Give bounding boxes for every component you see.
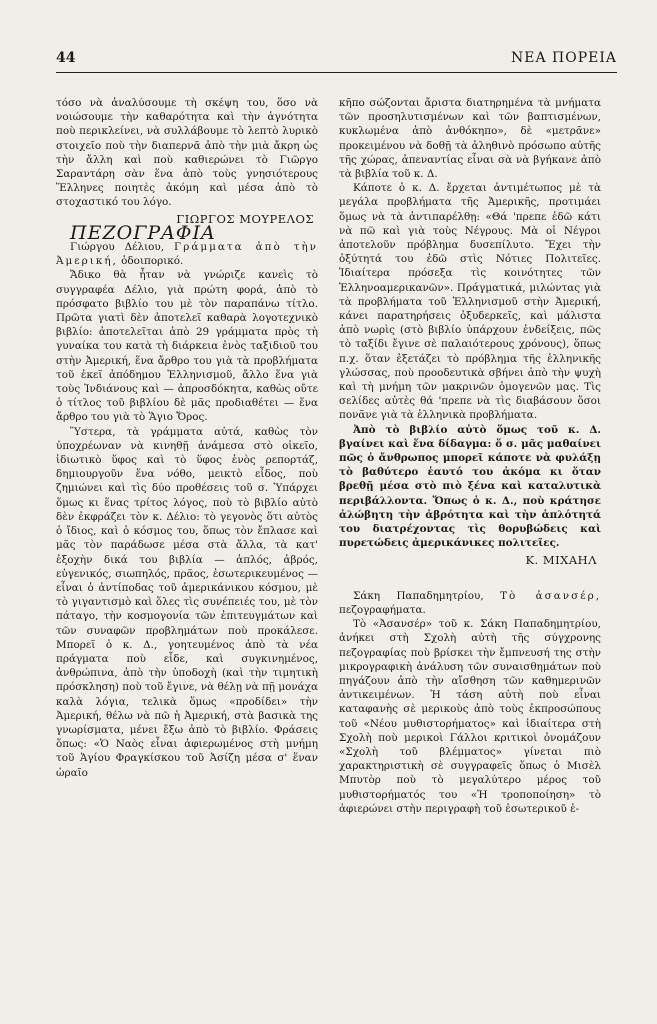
page-header — [48, 46, 617, 72]
header-rule — [56, 72, 617, 73]
review1-paragraph-2: Ὕστερα, τὰ γράμματα αὐτά, καθὼς τὸν ὑποχρέωναν νὰ κινηθῇ ἀνάμεσα στὸ οἰκεῖο, ἰδιωτικὸ ὕφος καὶ τὸ ὕφος ἑνὸς ρεπορτάζ, δημιουργοῦν ἕνα νόθο, μεικτὸ εἶδος, ποὺ ζημιώνει καὶ τὶς δύο προθέσεις τοῦ σ. Ὑπάρχει ὅμως κι ἕνας τρίτος λόγος, ποὺ τὸ βιβλίο αὐτὸ δὲν ἐκφράζει τὸν κ. Δέλιο: τὸ γεγονὸς ὅτι αὐτὸς ὁ ἴδιος, καὶ ὁ κόσμος του, ὅπως τὸν ἔπλασε καὶ μᾶς τὸν παράδωσε μέσα στὰ ἄλλα, τὰ κατ' ἐξοχὴν δικά του βιβλία — ἁπλός, ἁβρός, εὐγενικός, σιωπηλός, πρᾶος, ἐσωτερικευμένος — εἶναι ὁ ἀντίποδας τοῦ ἀμερικάνικου κόσμου, μὲ τὸ γιγαντισμὸ καὶ ὅλες τὶς συνέπειές του, μὲ τὸν πάταγο, τὴν κοσμογονία τῶν ἐπιτευγμάτων καὶ τῶν συναφῶν προβλημάτων ποὺ προκάλεσε. Μπορεῖ ὁ κ. Δ., γοητευμένος ἀπὸ τὰ νέα πράγματα ποὺ εἶδε, καὶ συγκινημένος, ἀνθρώπινα, ἀπὸ τὴν ὑποδοχὴ (καὶ τὴν τιμητικὴ πρόσκληση) ποὺ τοῦ ἔγινε, νὰ θέλῃ νὰ πῇ μονάχα καλὰ λόγια, τελικὰ ὅμως «προδίδει» τὴν Ἀμερική, θέλω νὰ πῶ ἡ Ἀμερική, στὰ βασικὰ της γνωρίσματα, μένει ἔξω ἀπὸ τὸ βιβλίο. Φράσεις ὅπως: «Ὁ Ναὸς εἶναι ἀφιερωμένος στὴ μνήμη τοῦ Ἁγίου Φραγκίσκου τοῦ Ἀσίζη μέσα σ' ἕναν ὡραῖο — [56, 425, 318, 779]
review1-paragraph-3: κῆπο σώζονται ἄριστα διατηρημένα τὰ μνήματα τῶν προσηλυτισμένων καὶ τῶν βαπτισμένων, κυκλωμένα ἀπὸ ἀνθόκηπο», δὲ «μετρᾶνε» προκειμένου νὰ δοθῇ τὰ ἀληθινὸ πρόσωπο αὐτῆς τῆς χώρας, ἀπεναντίας εἶναι σὰ νὰ βγήκανε ἀπὸ τὰ βιβλία τοῦ κ. Δ. — [339, 97, 601, 181]
right-column — [339, 96, 601, 816]
review1-heading — [56, 240, 318, 268]
review1-author: Γιώργου Δέλιου, — [70, 241, 165, 254]
review1-paragraph-1: Ἄδικο θὰ ἦταν νὰ γνώριζε κανεὶς τὸ συγγραφέα Δέλιο, γιὰ πρώτη φορά, ἀπὸ τὸ πρόσφατο βιβλίο του μὲ τὸν παραπάνω τίτλο. Πρῶτα γιατὶ δὲν ἀποτελεῖ καθαρὰ λογοτεχνικὸ βιβλίο: ἀποτελεῖται ἀπὸ 29 γράμματα πρὸς τὴ γυναίκα του κατὰ τὴ διάρκεια ἑνὸς ταξιδιοῦ του στὴν Ἀμερική, ἕνα ἄρθρο του γιὰ τὰ προβλήματα τοῦ ἐκεῖ ἀπόδημου Ἑλληνισμοῦ, ἄλλο ἕνα γιὰ τοὺς Ἰνδιάνους καὶ — ἀπροσδόκητα, καθὼς οὔτε ὁ τίτλος τοῦ βιβλίου δὲ μᾶς προδιαθέτει — ἕνα ἄρθρο του γιὰ τὸ Ἅγιο Ὄρος. — [56, 269, 318, 424]
journal-title: ΝΕΑ ΠΟΡΕΙΑ — [511, 50, 617, 66]
signature-michail: Κ. ΜΙΧΑΗΛ — [525, 552, 597, 567]
review2-title: Τὸ ἀσανσέρ, — [500, 589, 601, 602]
signature-mourelos: ΓΙΩΡΓΟΣ ΜΟΥΡΕΛΟΣ — [176, 211, 314, 226]
intro-paragraph: τόσο νὰ ἀναλύσουμε τὴ σκέψη του, ὅσο νὰ νοιώσουμε τὴν καθαρότητα καὶ τὴν ἁγνότητα ποὺ περικλείνει, νὰ συλλάβουμε τὸ λεπτὸ λυρικὸ στοιχεῖο ποὺ τὴν διαπερνᾶ ἀπὸ τὴν μιὰ ἄκρη ὡς τὴν ἄλλη καὶ ποὺ καθιερώνει τὸ Γιῶργο Σαραντάρη σὰν ἕνα ἀπὸ τοὺς γνησιότερους Ἕλληνες ποιητὲς ἀκόμη καὶ μέσα ἀπὸ τὸ στοχαστικό του λόγο. — [56, 97, 318, 209]
section-title: ΠΕΖΟΓΡΑΦΙΑ — [70, 221, 216, 244]
review2-paragraph-1: Τὸ «Ἀσανσέρ» τοῦ κ. Σάκη Παπαδημητρίου, ἀνήκει στὴ Σχολὴ αὐτὴ τῆς σύγχρονης πεζογραφίας ποὺ βρίσκει τὴν ἔμπνευσή της στὴν μικρογραφικὴ ἀνάλυση τῶν συναισθημάτων ποὺ πηγάζουν ἀπὸ τὴν αἴσθηση τῶν καθημερινῶν ἀντικειμένων. Ἡ τάση αὐτὴ ποὺ εἶναι καταφανὴς σὲ μερικοὺς ἀπὸ τοὺς ἐκπροσώπους τοῦ «Νέου μυθιστορήματος» καὶ ἰδιαίτερα στὴ Σχολὴ ποὺ μερικοὶ Γάλλοι κριτικοὶ ὀνομάζουν «Σχολὴ τοῦ βλέμματος» γίνεται πιὸ χαρακτηριστικὴ σὲ συγγραφεῖς ὅπως ὁ Μισὲλ Μπυτὸρ ποὺ τὸ μεγαλύτερο μέρος τοῦ μυθιστορήματός του «Ἡ τροποποίηση» τὸ ἀφιερώνει στὴν περιγραφὴ τοῦ ἐσωτερικοῦ ἑ- — [339, 618, 601, 815]
review2-genre: πεζογραφήματα. — [339, 603, 426, 616]
review2-heading — [339, 589, 601, 617]
review1-title: Γράμματα ἀπὸ τὴν Ἀμερική, — [56, 241, 318, 268]
left-column — [56, 96, 318, 780]
review1-paragraph-4: Κάποτε ὁ κ. Δ. ἔρχεται ἀντιμέτωπος μὲ τὰ μεγάλα προβλήματα τῆς Ἀμερικῆς, προτιμάει ὅμως νὰ τὰ ἀντιπαρέλθῃ: «Θά 'πρεπε ἐδῶ κάτι νὰ πῶ καὶ γιὰ τοὺς Νέγρους. Μὰ οἱ Νέγροι ἀποτελοῦν πρόβλημα δυσεπίλυτο. Ἔχει τὴν ὀξύτητά του ἐδῶ στὶς Νότιες Πολιτεῖες. Ἰδιαίτερα πρόσεξα τὶς κοινότητες τῶν Ἑλληνοαμερικανῶν». Πράγματικά, μιλώντας γιὰ τὰ προβλήματα τοῦ Ἑλληνισμοῦ στὴν Ἀμερική, κάνει παρατηρήσεις ὀξυδερκεῖς, καὶ μάλιστα ἀπὸ νωρὶς (στὸ βιβλίο ὑπάρχουν ἐνδείξεις, πῶς τὸ ταξίδι ἔγινε σὲ παλαιότερους χρόνους), ὅπως π.χ. ὅταν ἐξετάζει τὸ πρόβλημα τῆς ἑλληνικῆς γλώσσας, ποὺ προοδευτικὰ σβήνει ἀπὸ τὴν ψυχὴ καὶ τὴ μνήμη τῶν μακρινῶν ὁμογενῶν μας. Τὶς σελίδες αὐτὲς θά 'πρεπε νὰ τὶς διαβάσουν ὅσοι πονᾶνε γιὰ τὰ ἑλληνικὰ προβλήματα. — [339, 182, 601, 422]
review1-genre: ὁδοιπορικό. — [121, 255, 184, 268]
review2-author: Σάκη Παπαδημητρίου, — [353, 589, 484, 602]
page-number: 44 — [56, 50, 76, 66]
review1-paragraph-5: Ἀπὸ τὸ βιβλίο αὐτὸ ὅμως τοῦ κ. Δ. βγαίνει καὶ ἕνα δίδαγμα: ὅ σ. μᾶς μαθαίνει πῶς ὁ ἄνθρωπος μπορεῖ κάποτε νὰ φυλάξῃ τὸ βαθύτερο ἑαυτό του ἀκόμα κι ὅταν βρεθῇ μέσα στὸ πιὸ ξένα καὶ καταλυτικὰ περιβάλλοντα. Ὅπως ὁ κ. Δ., ποὺ κράτησε ἀλώβητη τὴν ἀβρότητα καὶ τὴν ἁπλότητά του διατρέχοντας τὶς θορυβώδεις καὶ πυρετώδεις ἀμερικάνικες πολιτεῖες. — [339, 423, 601, 550]
spacer — [339, 567, 601, 589]
